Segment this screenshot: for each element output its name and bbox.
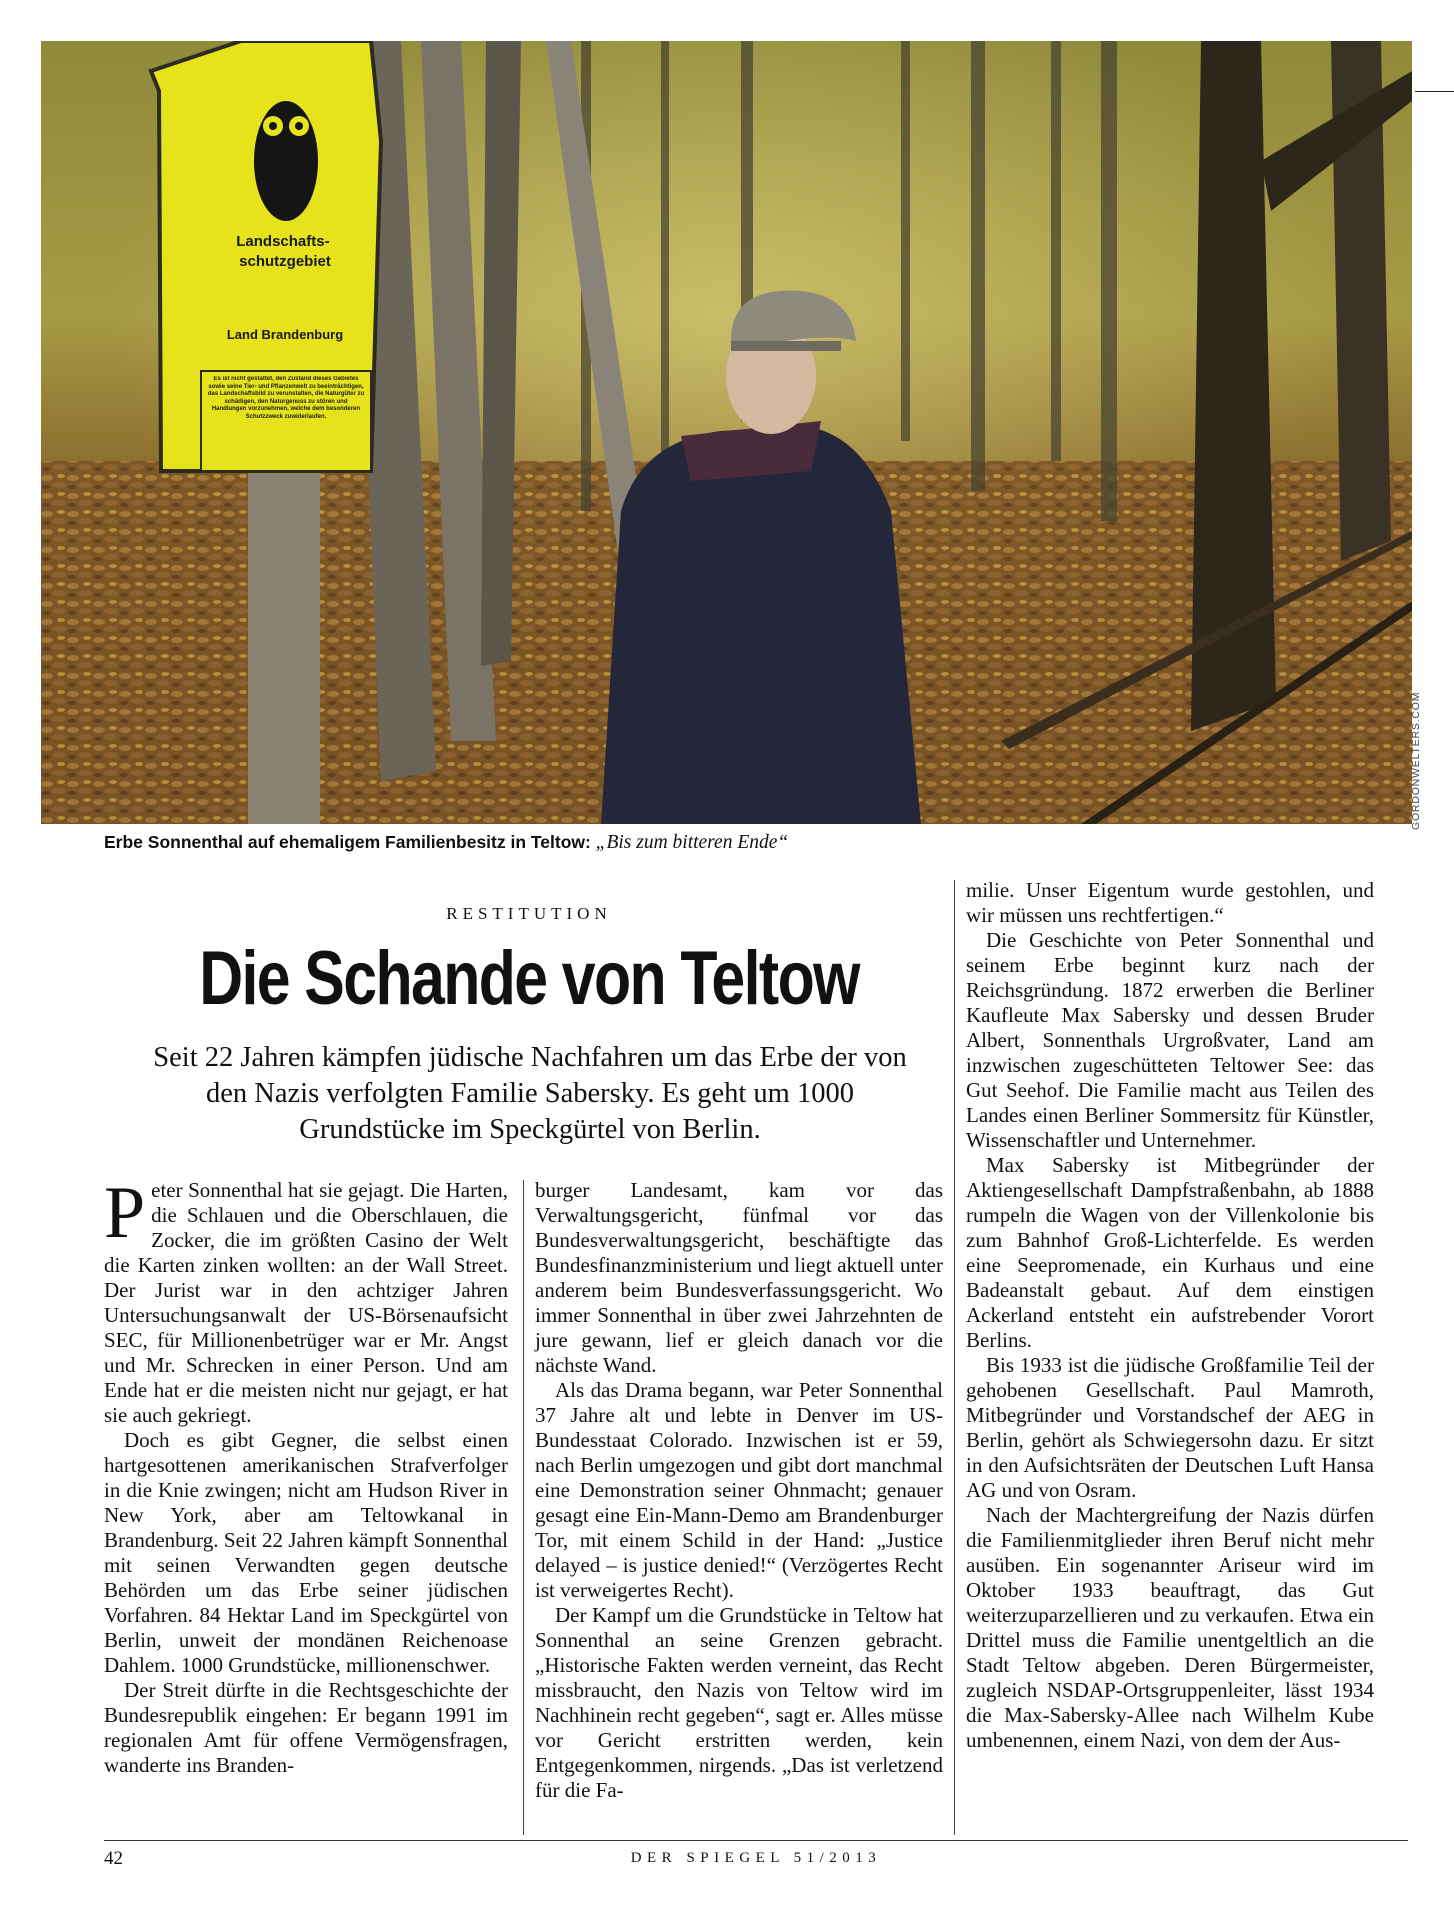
body-paragraph: burger Landesamt, kam vor das Verwaltungsgericht, fünfmal vor das Bundesverwaltungsgericht, beschäftigte das Bundesfinanzministerium und liegt aktuell unter anderem beim Bundesverfassungsgericht. Wo immer Sonnenthal in über zwei Jahrzehnten de jure gewann, lief er gleich danach vor die nächste Wand. (535, 1178, 943, 1377)
body-paragraph: Nach der Machtergreifung der Nazis dürfen die Familienmitglieder ihren Beruf nicht mehr ausüben. Ein sogenannter Ariseur wird im Oktober 1933 beauftragt, das Gut weiterzuparzellieren und zu verkaufen. Etwa ein Drittel muss die Familie unentgeltlich an die Stadt Teltow abgeben. Deren Bürgermeister, zugleich NSDAP-Ortsgruppenleiter, lässt 1934 die Max-Sabersky-Allee nach Wilhelm Kube umbenennen, einem Nazi, von dem der Aus- (966, 1503, 1374, 1752)
column-divider (523, 1180, 524, 1835)
body-paragraph: Max Sabersky ist Mitbegründer der Aktiengesellschaft Dampfstraßenbahn, ab 1888 rumpeln die Wagen von der Villenkolonie bis zum Bahnhof Groß-Lichterfelde. Es werden eine Seepromenade, ein Kurhaus und eine Badeanstalt gebaut. Auf dem einstigen Ackerland entsteht ein aufstrebender Vorort Berlins. (966, 1153, 1374, 1352)
sign-region: Land Brandenburg (226, 327, 344, 342)
photo-caption (104, 832, 788, 854)
sign-notice: Es ist nicht gestattet, den Zustand dieses Gebietes sowie seine Tier- und Pflanzenwelt zu beeinträchtigen, das Landschaftsbild zu verunstalten, die Naturgüter zu schädigen, den Naturgenuss zu stören und Handlungen vorzunehmen, welche dem besonderen Schutzzweck zuwiderlaufen. (207, 376, 365, 420)
body-paragraph: Die Geschichte von Peter Sonnenthal und seinem Erbe beginnt kurz nach der Reichsgründung. 1872 erwerben die Berliner Kaufleute Max Sabersky und dessen Bruder Albert, Sonnenthals Urgroßvater, Land am inzwischen zugeschütteten Teltower See: das Gut Seehof. Die Familie macht aus Teilen des Landes einen Berliner Sommersitz für Künstler, Wissenschaftler und Unternehmer. (966, 928, 1374, 1152)
drop-cap: P (104, 1172, 146, 1254)
caption-lead: Erbe Sonnenthal auf ehemaligem Familienbesitz in Teltow: (104, 832, 591, 852)
body-paragraph: Der Kampf um die Grundstücke in Teltow hat Sonnenthal an seine Grenzen gebracht. „Historische Fakten werden verneint, das Recht missbraucht, den Nazis von Teltow wird im Nachhinein recht gegeben“, sagt er. Alles müsse vor Gericht erstritten werden, kein Entgegenkommen, nirgends. „Das ist verletzend für die Fa- (535, 1603, 943, 1802)
photo-credit: GORDONWELTERS.COM (1410, 691, 1422, 830)
body-column-1 (104, 1172, 508, 1778)
caption-quote: „Bis zum bitteren Ende“ (595, 832, 789, 853)
body-paragraph: Der Streit dürfte in die Rechtsgeschichte der Bundesrepublik eingehen: Er begann 1991 im regionalen Amt für offene Vermögensfragen, wanderte ins Branden- (104, 1678, 508, 1777)
column-divider (954, 880, 955, 1835)
body-column-3 (966, 878, 1374, 1753)
sign-title-line1: Landschafts- (236, 233, 330, 250)
body-paragraph: Bis 1933 ist die jüdische Großfamilie Teil der gehobenen Gesellschaft. Paul Mamroth, Mitbegründer und Vorstandschef der AEG in Berlin, gehört als Schwiegersohn dazu. Er sitzt in den Aufsichtsräten der Deutschen Luft Hansa AG und von Osram. (966, 1353, 1374, 1502)
body-paragraph: Doch es gibt Gegner, die selbst einen hartgesottenen amerikanischen Strafverfolger in die Knie zwingen; nicht am Hudson River in New York, aber am Teltowkanal in Brandenburg. Seit 22 Jahren kämpft Sonnenthal mit seinen Verwandten gegen deutsche Behörden um das Erbe seiner jüdischen Vorfahren. 84 Hektar Land im Speckgürtel von Berlin, unweit der mondänen Reichenoase Dahlem. 1000 Grundstücke, millionenschwer. (104, 1428, 508, 1677)
body-paragraph: Peter Sonnenthal hat sie gejagt. Die Harten, die Schlauen und die Oberschlauen, die Zocker, die im größten Casino der Welt die Karten zinken wollten: an der Wall Street. Der Jurist war in den achtziger Jahren Untersuchungsanwalt der US-Börsenaufsicht SEC, für Millionenbetrüger war er Mr. Angst und Mr. Schrecken in einer Person. Und am Ende hat er die meisten nicht nur gejagt, er hat sie auch gekriegt. (104, 1172, 508, 1427)
footer-rule (104, 1840, 1408, 1841)
body-paragraph: milie. Unser Eigentum wurde gestohlen, und wir müssen uns rechtfertigen.“ (966, 878, 1374, 927)
headline: Die Schande von Teltow (199, 936, 859, 1021)
page-number: 42 (104, 1848, 123, 1869)
sign-title-line2: schutzgebiet (239, 253, 331, 270)
body-paragraph: Als das Drama begann, war Peter Sonnenthal 37 Jahre alt und lebte in Denver im US-Bundesstaat Colorado. Inzwischen ist er 59, nach Berlin umgezogen und gibt dort manchmal eine Demonstration seiner Ohnmacht; genauer gesagt eine Ein-Mann-Demo am Brandenburger Tor, mit einem Schild in der Hand: „Justice delayed – is justice denied!“ (Verzögertes Recht ist verweigertes Recht). (535, 1378, 943, 1602)
corner-rule (1415, 91, 1454, 92)
body-column-2 (535, 1178, 943, 1803)
masthead-footer: DER SPIEGEL 51/2013 (630, 1850, 882, 1866)
dek: Seit 22 Jahren kämpfen jüdische Nachfahren um das Erbe der von den Nazis verfolgten Familie Sabersky. Es geht um 1000 Grundstücke im Speckgürtel von Berlin. (153, 1042, 907, 1145)
lead-photo (41, 41, 1412, 824)
kicker: RESTITUTION (446, 904, 612, 923)
